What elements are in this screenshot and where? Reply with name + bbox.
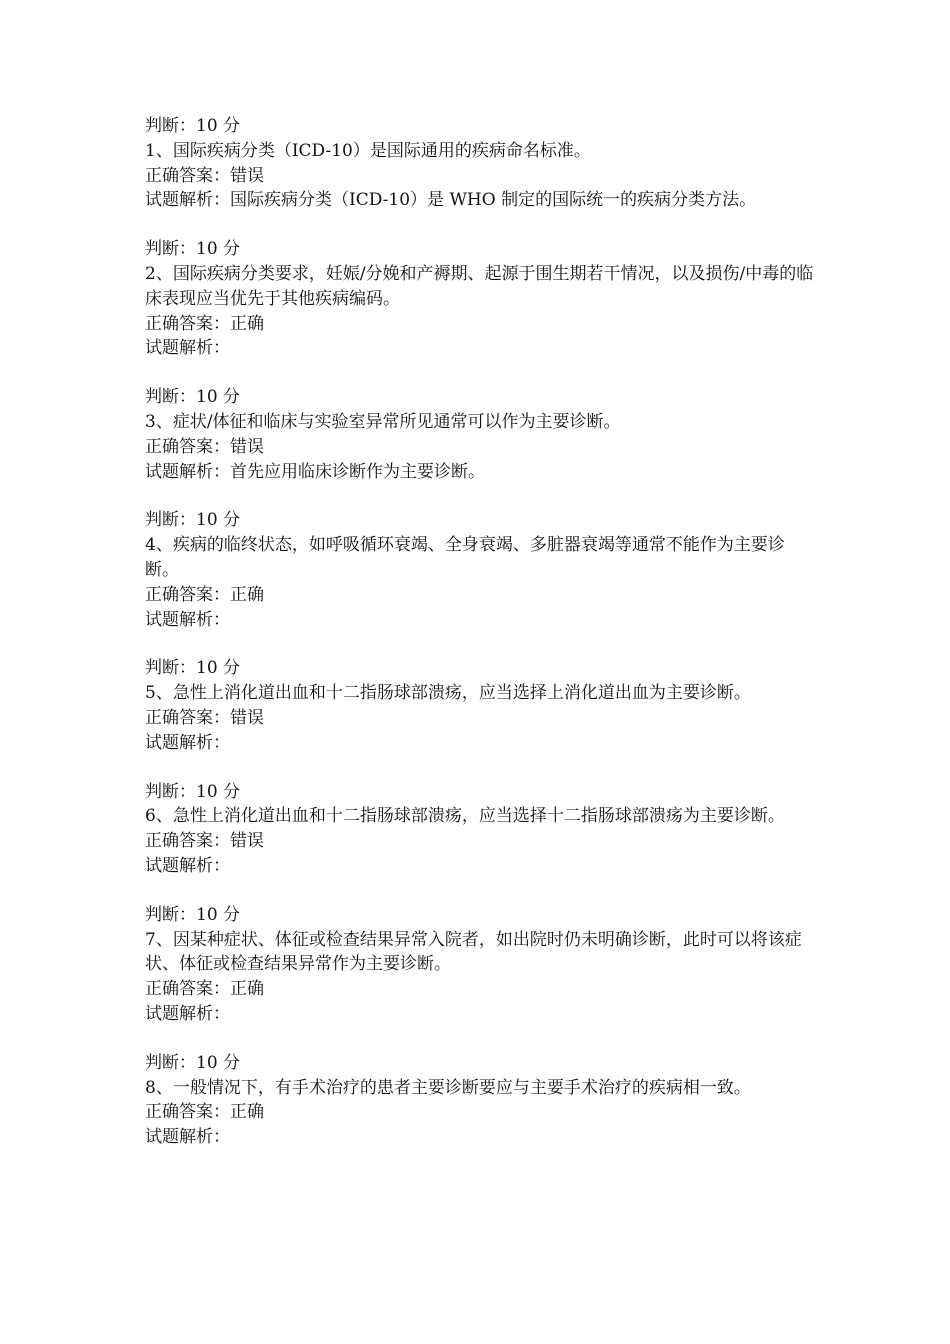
question-type-score: 判断：10 分 (145, 1052, 241, 1073)
question-7 (145, 903, 815, 1027)
answer-value: 错误 (230, 707, 264, 728)
question-stem: 3、症状/体征和临床与实验室异常所见通常可以作为主要诊断。 (145, 411, 621, 432)
answer-label: 正确答案： (145, 165, 230, 186)
document-page (145, 114, 815, 1174)
question-type-score: 判断：10 分 (145, 658, 241, 679)
answer-label: 正确答案： (145, 707, 230, 728)
explanation-line (145, 731, 815, 756)
explanation-text: 国际疾病分类（ICD-10）是 WHO 制定的国际统一的疾病分类方法。 (230, 190, 757, 211)
answer-line (145, 829, 815, 854)
explanation-line (145, 336, 815, 361)
answer-label: 正确答案： (145, 436, 230, 457)
answer-value: 错误 (230, 165, 264, 186)
answer-value: 正确 (230, 584, 264, 605)
explanation-label: 试题解析： (145, 1127, 230, 1148)
answer-value: 正确 (230, 1102, 264, 1123)
question-stem: 7、因某种症状、体征或检查结果异常入院者，如出院时仍未明确诊断，此时可以将该症状、体征或检查结果异常作为主要诊断。 (145, 929, 802, 975)
answer-line (145, 1100, 815, 1125)
question-2 (145, 237, 815, 361)
question-stem: 5、急性上消化道出血和十二指肠球部溃疡，应当选择上消化道出血为主要诊断。 (145, 683, 751, 704)
question-4 (145, 508, 815, 632)
answer-value: 错误 (230, 436, 264, 457)
question-type-score: 判断：10 分 (145, 116, 241, 136)
explanation-label: 试题解析： (145, 609, 230, 630)
answer-value: 正确 (230, 979, 264, 1000)
explanation-line (145, 608, 815, 633)
question-stem: 2、国际疾病分类要求，妊娠/分娩和产褥期、起源于围生期若干情况，以及损伤/中毒的临床表现应当优先于其他疾病编码。 (145, 263, 814, 309)
answer-label: 正确答案： (145, 584, 230, 605)
question-type-score: 判断：10 分 (145, 781, 241, 802)
answer-line (145, 583, 815, 608)
answer-value: 错误 (230, 831, 264, 852)
question-stem: 8、一般情况下，有手术治疗的患者主要诊断要应与主要手术治疗的疾病相一致。 (145, 1077, 751, 1098)
answer-label: 正确答案： (145, 1102, 230, 1123)
answer-label: 正确答案： (145, 313, 230, 334)
question-8 (145, 1051, 815, 1150)
answer-line (145, 312, 815, 337)
answer-line (145, 977, 815, 1002)
question-type-score: 判断：10 分 (145, 387, 241, 408)
question-stem: 1、国际疾病分类（ICD-10）是国际通用的疾病命名标准。 (145, 140, 591, 161)
question-type-score: 判断：10 分 (145, 510, 241, 531)
question-stem: 4、疾病的临终状态，如呼吸循环衰竭、全身衰竭、多脏器衰竭等通常不能作为主要诊断。 (145, 535, 785, 580)
question-6 (145, 780, 815, 879)
answer-label: 正确答案： (145, 831, 230, 852)
question-5 (145, 656, 815, 755)
explanation-label: 试题解析： (145, 732, 230, 753)
question-type-score: 判断：10 分 (145, 904, 241, 925)
explanation-text: 首先应用临床诊断作为主要诊断。 (230, 461, 485, 482)
explanation-line (145, 460, 815, 485)
question-type-score: 判断：10 分 (145, 239, 241, 260)
answer-line (145, 435, 815, 460)
explanation-line (145, 188, 815, 213)
explanation-line (145, 1002, 815, 1027)
answer-line (145, 164, 815, 189)
explanation-line (145, 854, 815, 879)
explanation-line (145, 1125, 815, 1150)
question-3 (145, 385, 815, 484)
explanation-label: 试题解析： (145, 855, 230, 876)
answer-value: 正确 (230, 313, 264, 334)
explanation-label: 试题解析： (145, 338, 230, 359)
answer-line (145, 706, 815, 731)
question-1 (145, 114, 815, 213)
answer-label: 正确答案： (145, 979, 230, 1000)
explanation-label: 试题解析： (145, 461, 230, 482)
question-stem: 6、急性上消化道出血和十二指肠球部溃疡，应当选择十二指肠球部溃疡为主要诊断。 (145, 806, 785, 827)
explanation-label: 试题解析： (145, 190, 230, 211)
explanation-label: 试题解析： (145, 1003, 230, 1024)
